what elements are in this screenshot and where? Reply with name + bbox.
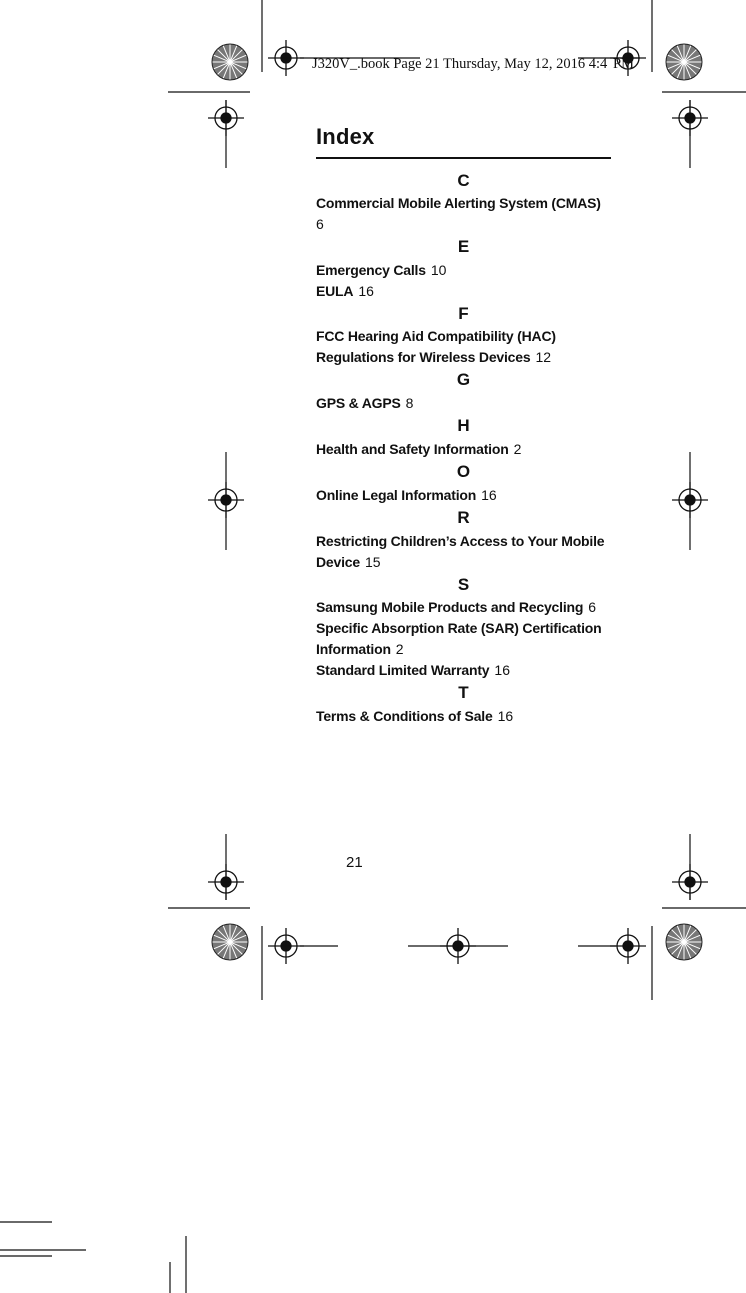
index-letter-f: F bbox=[458, 304, 469, 323]
index-letter-e: E bbox=[457, 237, 470, 256]
index-entry bbox=[316, 531, 616, 573]
index-letter-h: H bbox=[457, 416, 470, 435]
index-entry bbox=[316, 260, 616, 281]
index-page-ref: 10 bbox=[430, 262, 447, 278]
page-title: Index bbox=[316, 124, 375, 149]
registration-target-icon bbox=[208, 482, 244, 518]
star-target-icon bbox=[666, 44, 702, 80]
registration-target-icon bbox=[208, 864, 244, 900]
index-letter-r: R bbox=[457, 508, 470, 527]
index-letter-s: S bbox=[457, 575, 470, 594]
star-target-icon bbox=[212, 924, 248, 960]
registration-target-icon bbox=[268, 40, 304, 76]
index-letter-c: C bbox=[457, 171, 470, 190]
index-term: Samsung Mobile Products and Recycling bbox=[316, 599, 584, 615]
index-entry bbox=[316, 393, 616, 414]
index-page-ref: 2 bbox=[513, 441, 522, 457]
index-letter-g: G bbox=[456, 370, 471, 389]
index-entry bbox=[316, 618, 616, 660]
index-term-continued: Information bbox=[316, 641, 391, 657]
index-term: Emergency Calls bbox=[316, 262, 426, 278]
index-page-ref: 8 bbox=[405, 395, 414, 411]
index-page-ref: 12 bbox=[535, 349, 552, 365]
index-entry bbox=[316, 193, 616, 235]
index-entry bbox=[316, 597, 616, 618]
index-page-ref: 16 bbox=[497, 708, 514, 724]
index-entry bbox=[316, 281, 616, 302]
page-number: 21 bbox=[346, 854, 363, 871]
index-entry bbox=[316, 660, 616, 681]
index-term: Specific Absorption Rate (SAR) Certification bbox=[316, 620, 602, 636]
star-target-icon bbox=[666, 924, 702, 960]
index-term: Terms & Conditions of Sale bbox=[316, 708, 493, 724]
star-target-icon bbox=[212, 44, 248, 80]
index-term: GPS & AGPS bbox=[316, 395, 401, 411]
registration-target-icon bbox=[440, 928, 476, 964]
index-term: Health and Safety Information bbox=[316, 441, 509, 457]
index-term: Commercial Mobile Alerting System (CMAS) bbox=[316, 195, 601, 211]
index-page-ref: 16 bbox=[494, 662, 510, 678]
index-term: Standard Limited Warranty bbox=[316, 662, 490, 678]
registration-target-icon bbox=[268, 928, 304, 964]
index-letter-t: T bbox=[458, 683, 469, 702]
index-page-ref: 16 bbox=[358, 283, 374, 299]
index-term: Online Legal Information bbox=[316, 487, 477, 503]
index-page-ref: 15 bbox=[364, 554, 381, 570]
registration-target-icon bbox=[610, 928, 646, 964]
index-term: FCC Hearing Aid Compatibility (HAC) bbox=[316, 328, 556, 344]
index-entry bbox=[316, 326, 616, 368]
index-entry bbox=[316, 439, 616, 460]
index-letter-o: O bbox=[456, 462, 471, 481]
registration-target-icon bbox=[672, 864, 708, 900]
index-page-ref: 2 bbox=[395, 641, 404, 657]
index-entry bbox=[316, 706, 616, 727]
index-entry bbox=[316, 485, 616, 506]
index-page-ref: 6 bbox=[588, 599, 597, 615]
title-underline bbox=[316, 157, 611, 159]
registration-target-icon bbox=[672, 100, 708, 136]
index-term-continued: Device bbox=[316, 554, 360, 570]
index-term-continued: Regulations for Wireless Devices bbox=[316, 349, 531, 365]
registration-target-icon bbox=[208, 100, 244, 136]
index-term: EULA bbox=[316, 283, 354, 299]
index-page-ref: 16 bbox=[481, 487, 497, 503]
index-term: Restricting Children’s Access to Your Mobile bbox=[316, 533, 605, 549]
index-page-ref: 6 bbox=[316, 216, 324, 232]
registration-target-icon bbox=[672, 482, 708, 518]
print-slug: J320V_.book Page 21 Thursday, May 12, 2016 4:4 PM bbox=[312, 56, 634, 72]
